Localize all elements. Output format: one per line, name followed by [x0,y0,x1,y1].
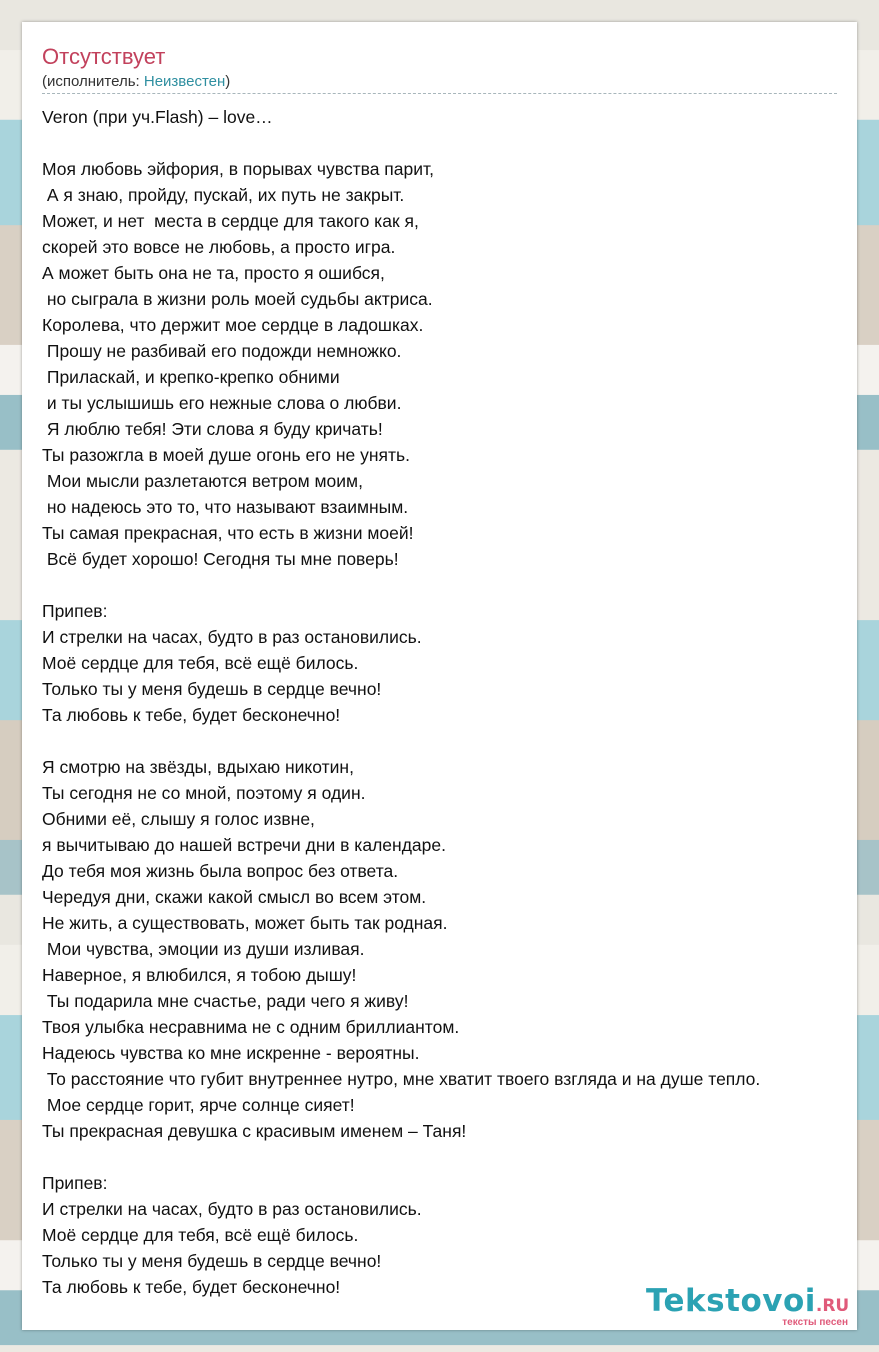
artist-prefix: (исполнитель: [42,73,144,90]
lyrics-line: Ты прекрасная девушка с красивым именем – Таня! [42,1121,467,1141]
lyrics-line: Моё сердце для тебя, всё ещё билось. [42,653,359,673]
lyrics-line: Я люблю тебя! Эти слова я буду кричать! [42,419,383,439]
lyrics-line: Моя любовь эйфория, в порывах чувства парит, [42,159,434,179]
lyrics-line: Мои мысли разлетаются ветром моим, [42,471,363,491]
lyrics-line: Королева, что держит мое сердце в ладошках. [42,315,424,335]
lyrics-card [22,22,857,1330]
lyrics-line: Я смотрю на звёзды, вдыхаю никотин, [42,757,354,777]
lyrics-line: И стрелки на часах, будто в раз остановились. [42,1199,422,1219]
lyrics-line: Припев: [42,1173,108,1193]
lyrics-line: Припев: [42,601,108,621]
lyrics-line: Обними её, слышу я голос извне, [42,809,315,829]
lyrics-blank-line [42,728,879,754]
lyrics-line: Наверное, я влюбился, я тобою дышу! [42,965,357,985]
lyrics-line: Ты сегодня не со мной, поэтому я один. [42,783,366,803]
lyrics-line: До тебя моя жизнь была вопрос без ответа. [42,861,399,881]
lyrics-line: И стрелки на часах, будто в раз остановились. [42,627,422,647]
lyrics-line: Надеюсь чувства ко мне искренне - вероятны. [42,1043,420,1063]
artist-suffix: ) [225,73,231,90]
lyrics-line: То расстояние что губит внутреннее нутро, мне хватит твоего взгляда и на душе тепло. [42,1069,761,1089]
lyrics-line: Мои чувства, эмоции из души изливая. [42,939,365,959]
lyrics-line: скорей это вовсе не любовь, а просто игра. [42,237,396,257]
lyrics-line: А я знаю, пройду, пускай, их путь не закрыт. [42,185,405,205]
lyrics-line: Veron (при уч.Flash) – love… [42,107,273,127]
lyrics-line: Ты самая прекрасная, что есть в жизни моей! [42,523,414,543]
lyrics-line: Твоя улыбка несравнима не с одним бриллиантом. [42,1017,460,1037]
lyrics-line: А может быть она не та, просто я ошибся, [42,263,385,283]
logo-tagline: тексты песен [782,1317,848,1328]
artist-link[interactable]: Неизвестен [143,73,226,90]
site-logo[interactable] [646,1284,856,1330]
lyrics-line: Ты подарила мне счастье, ради чего я живу! [42,991,409,1011]
lyrics-line: но сыграла в жизни роль моей судьбы актриса. [42,289,433,309]
lyrics-line: Не жить, а существовать, может быть так родная. [42,913,448,933]
lyrics-blank-line [42,572,879,598]
lyrics-line: Только ты у меня будешь в сердце вечно! [42,679,382,699]
lyrics-line: Чередуя дни, скажи какой смысл во всем этом. [42,887,427,907]
lyrics-line: Приласкай, и крепко-крепко обними [42,367,340,387]
lyrics-line: Всё будет хорошо! Сегодня ты мне поверь! [42,549,399,569]
lyrics-line: но надеюсь это то, что называют взаимным. [42,497,409,517]
lyrics-line: Та любовь к тебе, будет бесконечно! [42,705,341,725]
lyrics-text [42,104,879,1300]
lyrics-line: Та любовь к тебе, будет бесконечно! [42,1277,341,1297]
title-divider [42,93,837,94]
lyrics-line: Мое сердце горит, ярче солнце сияет! [42,1095,355,1115]
artist-line [42,72,230,92]
song-title: Отсутствует [42,44,166,69]
lyrics-line: Моё сердце для тебя, всё ещё билось. [42,1225,359,1245]
lyrics-blank-line [42,1144,879,1170]
lyrics-line: и ты услышишь его нежные слова о любви. [42,393,402,413]
lyrics-line: Может, и нет места в сердце для такого как я, [42,211,419,231]
lyrics-line: Ты разожгла в моей душе огонь его не унять. [42,445,410,465]
lyrics-blank-line [42,130,879,156]
logo-name: Tekstovoi [646,1283,816,1319]
lyrics-line: я вычитываю до нашей встречи дни в календаре. [42,835,446,855]
lyrics-line: Только ты у меня будешь в сердце вечно! [42,1251,382,1271]
logo-suffix: .RU [815,1296,850,1316]
lyrics-line: Прошу не разбивай его подожди немножко. [42,341,402,361]
